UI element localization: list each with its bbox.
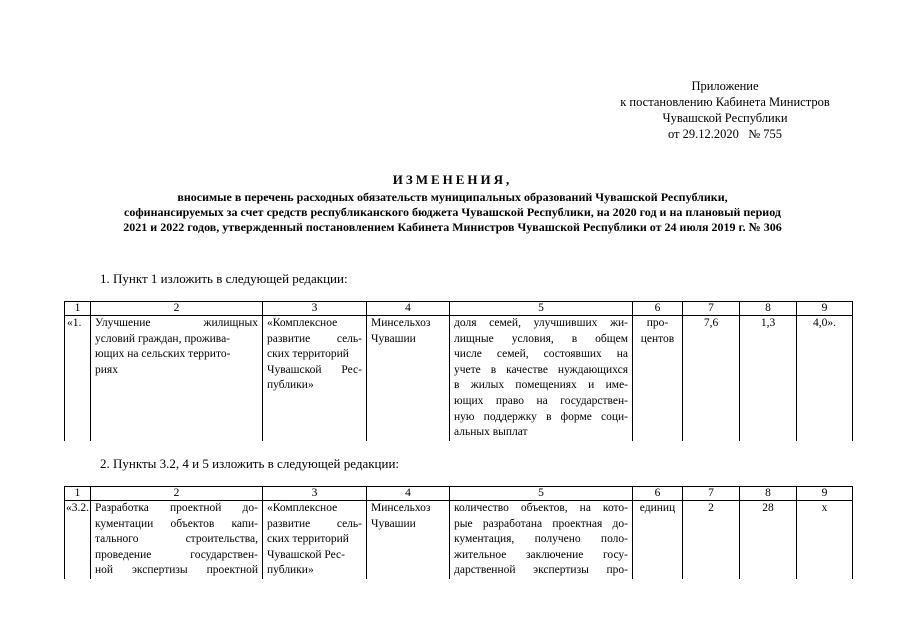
agency-line: Минсельхоз <box>371 502 431 514</box>
table-point-1 <box>64 301 853 441</box>
obligation-line: риях <box>95 363 118 376</box>
indicator-line: количество объектов, на кото- <box>454 502 628 514</box>
unit-cell <box>633 316 683 441</box>
paragraph-2: 2. Пункты 3.2, 4 и 5 изложить в следующей редакции: <box>100 456 400 471</box>
document-title: ИЗМЕНЕНИЯ, <box>392 172 513 187</box>
obligation-line: условий граждан, прожива- <box>95 332 231 345</box>
obligation-line: кументации объектов капи- <box>95 517 258 530</box>
column-number: 8 <box>740 487 797 501</box>
obligation-cell <box>91 316 263 441</box>
column-number: 4 <box>367 302 450 316</box>
indicator-cell <box>450 501 633 579</box>
column-number: 3 <box>263 487 367 501</box>
indicator-line: в жилых помещениях и име- <box>454 379 628 392</box>
indicator-line: ную поддержку в форме соци- <box>454 410 628 423</box>
agency-line: Минсельхоз <box>371 317 431 329</box>
obligation-line: тального строительства, <box>95 533 258 546</box>
column-number: 5 <box>450 302 633 316</box>
obligation-line: Улучшение жилищных <box>95 317 258 329</box>
indicator-line: лищные условия, в общем <box>454 332 628 345</box>
subtitle-line: софинансируемых за счет средств республиканского бюджета Чувашской Республики, на 2020 год и на плановый период <box>124 205 781 219</box>
program-line: ских территорий <box>267 348 349 361</box>
appendix-line: Чувашской Республики <box>662 111 788 125</box>
column-number: 8 <box>740 302 797 316</box>
indicator-line: числе семей, состоявших на <box>454 348 628 361</box>
column-number: 7 <box>683 487 740 501</box>
indicator-line: ющих право на государствен- <box>454 394 628 407</box>
column-number: 2 <box>91 302 263 316</box>
agency-cell <box>367 501 450 579</box>
column-number: 9 <box>797 302 853 316</box>
column-number: 1 <box>65 487 91 501</box>
indicator-line: дарственной экспертизы про- <box>454 564 628 577</box>
program-line: развитие сель- <box>267 332 362 345</box>
appendix-block <box>600 78 850 142</box>
subtitle-line: вносимые в перечень расходных обязательств муниципальных образований Чувашской Республики, <box>177 190 728 204</box>
value-2020: 7,6 <box>683 316 740 441</box>
unit-line: про- <box>646 317 669 329</box>
program-line: «Комплексное <box>267 317 338 329</box>
appendix-date-number: от 29.12.2020 № 755 <box>667 127 783 141</box>
table-row <box>65 316 853 441</box>
column-number-row <box>65 487 853 501</box>
obligation-line: Разработка проектной до- <box>95 502 258 514</box>
obligation-line: ной экспертизы проектной <box>95 564 258 577</box>
agency-line: Чувашии <box>371 332 416 345</box>
column-number: 2 <box>91 487 263 501</box>
row-number: «1. <box>65 316 91 441</box>
row-number: «3.2. <box>65 501 91 579</box>
paragraph-1: 1. Пункт 1 изложить в следующей редакции: <box>100 271 348 286</box>
column-number: 3 <box>263 302 367 316</box>
table-points-3-2-4-5 <box>64 486 853 579</box>
value-2021: 1,3 <box>740 316 797 441</box>
appendix-line: к постановлению Кабинета Министров <box>620 95 830 109</box>
indicator-line: рые разработана проектная до- <box>454 517 628 530</box>
indicator-line: альных выплат <box>454 426 528 439</box>
agency-cell <box>367 316 450 441</box>
column-number: 6 <box>633 487 683 501</box>
program-line: ских территорий <box>267 533 349 546</box>
column-number-row <box>65 302 853 316</box>
column-number: 1 <box>65 302 91 316</box>
table-row <box>65 501 853 579</box>
program-line: развитие сель- <box>267 517 362 530</box>
value-2022: 4,0». <box>797 316 853 441</box>
agency-line: Чувашии <box>371 517 416 530</box>
obligation-cell <box>91 501 263 579</box>
unit-line: единиц <box>639 502 676 514</box>
value-2021: 28 <box>740 501 797 579</box>
column-number: 9 <box>797 487 853 501</box>
program-line: Чувашской Рес- <box>267 363 362 376</box>
program-line: публики» <box>267 564 314 577</box>
program-line: Чувашской Рес- <box>267 548 345 561</box>
unit-line: центов <box>640 332 675 345</box>
indicator-line: жительное заключение госу- <box>454 548 628 561</box>
column-number: 5 <box>450 487 633 501</box>
program-cell <box>263 316 367 441</box>
indicator-line: доля семей, улучшивших жи- <box>454 317 628 329</box>
indicator-line: кументация, получено поло- <box>454 533 628 546</box>
program-line: «Комплексное <box>267 502 338 514</box>
obligation-line: проведение государствен- <box>95 548 258 561</box>
program-cell <box>263 501 367 579</box>
unit-cell <box>633 501 683 579</box>
subtitle-line: 2021 и 2022 годов, утвержденный постановлением Кабинета Министров Чувашской Республики от 24 июля 2019 г. № 306 <box>123 220 782 234</box>
indicator-cell <box>450 316 633 441</box>
value-2020: 2 <box>683 501 740 579</box>
value-2022: х <box>797 501 853 579</box>
column-number: 7 <box>683 302 740 316</box>
indicator-line: учете в качестве нуждающихся <box>454 363 628 376</box>
document-subtitle <box>40 190 865 235</box>
column-number: 6 <box>633 302 683 316</box>
column-number: 4 <box>367 487 450 501</box>
program-line: публики» <box>267 379 314 392</box>
obligation-line: ющих на сельских террито- <box>95 348 231 361</box>
appendix-line: Приложение <box>691 79 759 93</box>
